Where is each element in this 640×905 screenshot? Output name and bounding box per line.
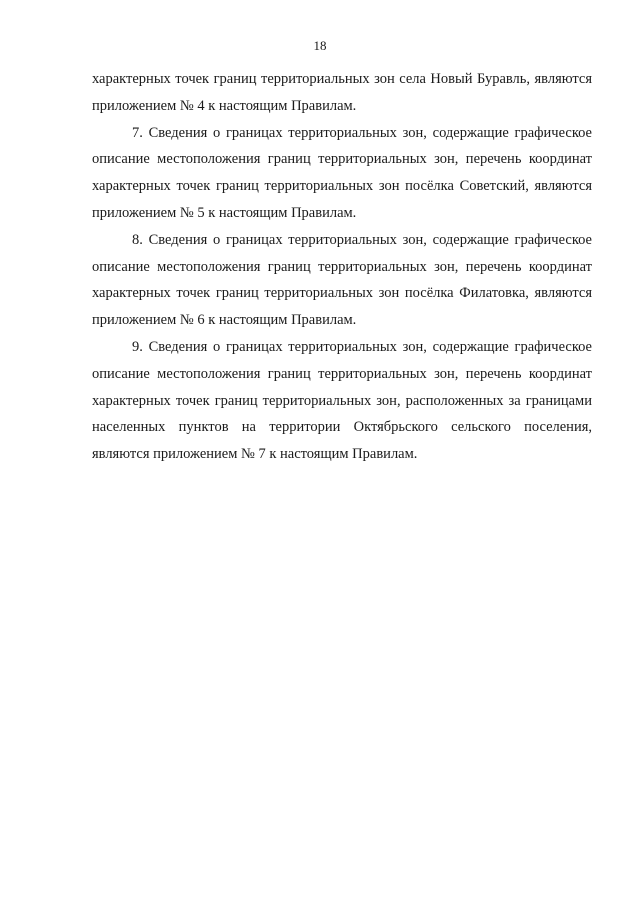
paragraph-item-8: 8. Сведения о границах территориальных зон, содержащие графическое описание местоположения границ территориальных зон, перечень координат характерных точек границ территориальных зон посёлка Филатовка, являются приложением № 6 к настоящим Правилам. [92, 231, 592, 329]
paragraph-continuation: характерных точек границ территориальных зон села Новый Буравль, являются приложением № 4 к настоящим Правилам. [92, 71, 592, 114]
document-body [92, 66, 592, 468]
paragraph-item-9: 9. Сведения о границах территориальных зон, содержащие графическое описание местоположения границ территориальных зон, перечень координат характерных точек границ территориальных зон, расположенных за границами населенных пунктов на территории Октябрьского сельского поселения, являются приложением № 7 к настоящим Правилам. [92, 338, 592, 463]
paragraph-item-7: 7. Сведения о границах территориальных зон, содержащие графическое описание местоположения границ территориальных зон, перечень координат характерных точек границ территориальных зон посёлка Советский, являются приложением № 5 к настоящим Правилам. [92, 124, 592, 221]
page-number: 18 [313, 38, 327, 53]
